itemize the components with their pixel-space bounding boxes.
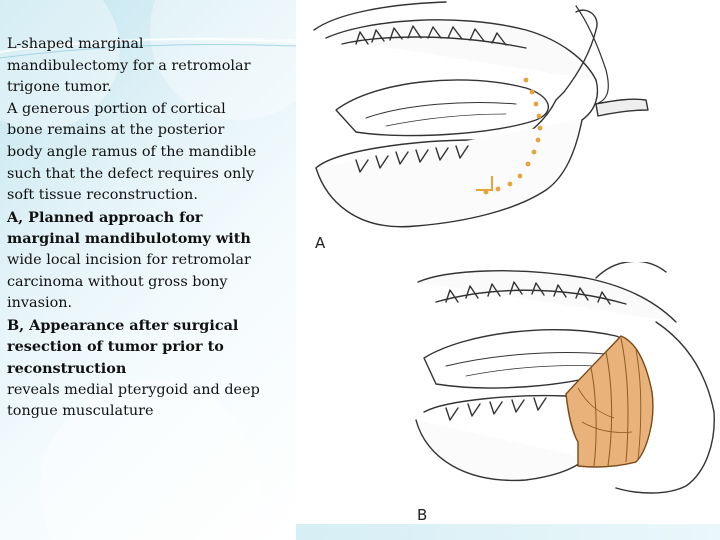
caption-panel <box>0 0 296 540</box>
caption-line: trigone tumor. <box>7 79 112 96</box>
caption-line: reconstruction <box>7 359 127 377</box>
caption-line: mandibulectomy for a retromolar <box>7 57 251 74</box>
caption-line: resection of tumor prior to <box>7 338 224 356</box>
caption-line: marginal mandibulotomy with <box>7 230 251 248</box>
illustration-panel <box>296 0 720 540</box>
footer-strip <box>296 524 720 540</box>
figure-a-label: A <box>315 234 326 252</box>
caption-line: body angle ramus of the mandible <box>7 143 257 160</box>
caption-line: bone remains at the posterior <box>7 122 225 139</box>
figure-b-illustration <box>296 262 720 524</box>
caption-line: A, Planned approach for <box>7 208 203 226</box>
caption-line: carcinoma without gross bony <box>7 273 228 290</box>
caption-line: reveals medial pterygoid and deep <box>7 381 260 398</box>
caption-line: L-shaped marginal <box>7 36 144 52</box>
caption-line: soft tissue reconstruction. <box>7 187 198 204</box>
caption-line: wide local incision for retromolar <box>7 251 251 268</box>
figure-caption <box>7 34 289 423</box>
figure-b-label: B <box>417 506 428 524</box>
caption-line: A generous portion of cortical <box>7 100 226 117</box>
caption-line: tongue musculature <box>7 403 154 420</box>
caption-line: B, Appearance after surgical <box>7 316 239 334</box>
caption-line: such that the defect requires only <box>7 165 255 182</box>
figure-a-illustration <box>296 0 720 262</box>
caption-line: invasion. <box>7 295 73 312</box>
